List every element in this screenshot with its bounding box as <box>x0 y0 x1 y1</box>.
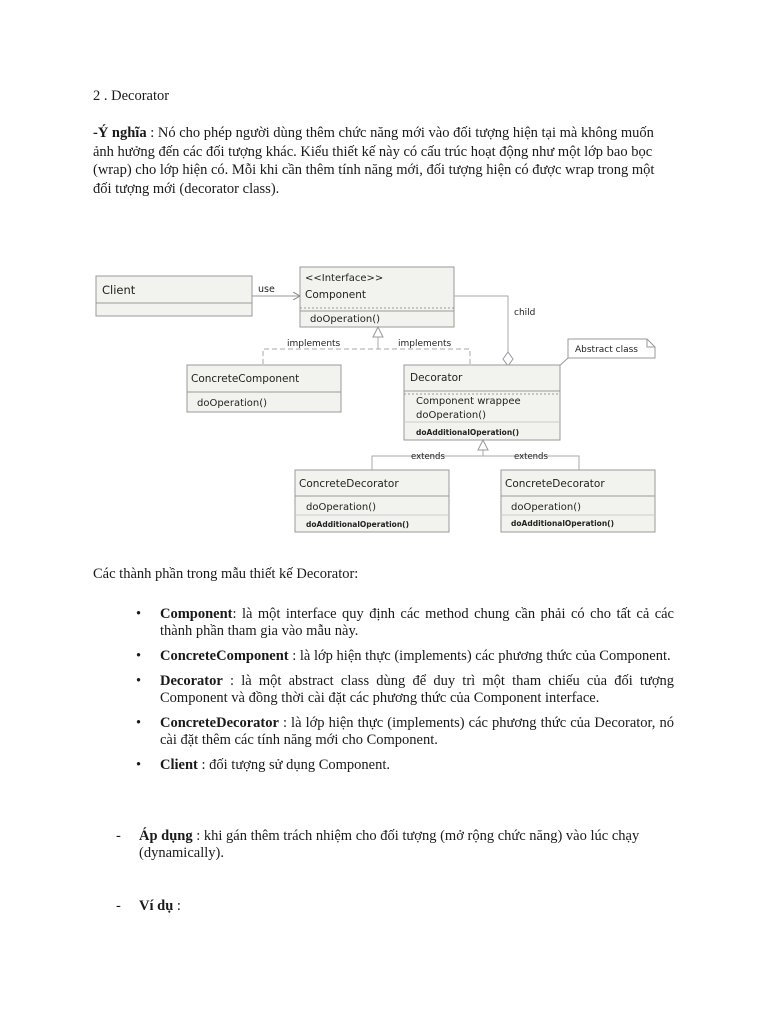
list-item <box>136 757 674 774</box>
concrete-component-operation: doOperation() <box>197 398 268 409</box>
concrete-decorator-2-additional: doAdditionalOperation() <box>511 519 615 528</box>
apply-paragraph <box>139 828 674 862</box>
component-class-name: Component <box>305 289 366 301</box>
list-item <box>136 648 674 665</box>
bullet-icon: • <box>136 715 142 731</box>
component-term: ConcreteDecorator <box>160 715 279 731</box>
component-term: Client <box>160 757 198 773</box>
implements-left-label: implements <box>287 339 341 349</box>
component-operation: doOperation() <box>310 314 381 325</box>
interface-stereotype: <<Interface>> <box>305 273 384 284</box>
component-term: ConcreteComponent <box>160 648 289 664</box>
component-desc: : là một interface quy định các method chung cần phải có cho tất cả các thành phần tham gia vào mẫu này. <box>160 606 674 639</box>
extends-left-label: extends <box>411 452 445 462</box>
implements-right-label: implements <box>398 339 452 349</box>
client-class-box <box>96 276 252 316</box>
decorator-additional-operation: doAdditionalOperation() <box>416 428 520 437</box>
intro-label: -Ý nghĩa <box>93 125 147 141</box>
components-list <box>136 606 674 782</box>
concrete-decorator-1-additional: doAdditionalOperation() <box>306 520 410 529</box>
component-interface-box <box>300 267 454 327</box>
example-dash: - <box>116 898 121 914</box>
component-desc: : đối tượng sử dụng Component. <box>197 757 391 773</box>
example-paragraph <box>139 898 674 915</box>
example-label: Ví dụ <box>139 898 174 914</box>
concrete-component-box <box>187 365 341 412</box>
component-desc: : là lớp hiện thực (implements) các phương thức của Decorator, nó cài đặt thêm các tính năng mới cho Component. <box>160 715 674 748</box>
bullet-icon: • <box>136 673 142 689</box>
concrete-decorator-1-name: ConcreteDecorator <box>299 478 399 490</box>
bullet-icon: • <box>136 648 142 664</box>
apply-label: Áp dụng <box>139 828 193 844</box>
concrete-decorator-box-2 <box>501 470 655 532</box>
extends-right-label: extends <box>514 452 548 462</box>
concrete-decorator-box-1 <box>295 470 449 532</box>
concrete-decorator-2-operation: doOperation() <box>511 502 582 513</box>
list-item <box>136 606 674 640</box>
decorator-name: Decorator <box>410 372 463 384</box>
decorator-box <box>404 365 560 440</box>
example-text: : <box>173 898 181 914</box>
component-term: Decorator <box>160 673 223 689</box>
use-label: use <box>258 284 275 295</box>
intro-text: : Nó cho phép người dùng thêm chức năng mới vào đối tượng hiện tại mà không muốn ảnh hưởng đến các đối tượng khác. Kiểu thiết kế này có cấu trúc hoạt động như một lớp bao bọc (wrap) cho lớp hiện có. Mỗi khi cần thêm tính năng mới, đối tượng hiện có được wrap trong một đối tượng mới (decorator class). <box>93 125 655 197</box>
decorator-field: Component wrappee <box>416 396 521 407</box>
concrete-component-name: ConcreteComponent <box>191 373 300 385</box>
list-item <box>136 715 674 749</box>
bullet-icon: • <box>136 757 142 773</box>
component-desc: : là một abstract class dùng để duy trì một tham chiếu của đối tượng Component và đồng thời cài đặt các phương thức của Component interface. <box>160 673 674 706</box>
component-term: Component <box>160 606 233 622</box>
list-item <box>136 673 674 707</box>
section-heading: 2 . Decorator <box>93 88 170 104</box>
apply-text: : khi gán thêm trách nhiệm cho đối tượng (mở rộng chức năng) vào lúc chạy (dynamically). <box>139 828 640 861</box>
decorator-operation: doOperation() <box>416 410 487 421</box>
apply-dash: - <box>116 828 121 844</box>
concrete-decorator-2-name: ConcreteDecorator <box>505 478 605 490</box>
abstract-class-note <box>557 339 655 368</box>
client-class-name: Client <box>102 283 136 297</box>
abstract-class-label: Abstract class <box>575 345 638 355</box>
bullet-icon: • <box>136 606 142 622</box>
child-label: child <box>514 308 536 318</box>
concrete-decorator-1-operation: doOperation() <box>306 502 377 513</box>
component-desc: : là lớp hiện thực (implements) các phương thức của Component. <box>288 648 671 664</box>
components-section-title: Các thành phần trong mẫu thiết kế Decorator: <box>93 566 359 582</box>
